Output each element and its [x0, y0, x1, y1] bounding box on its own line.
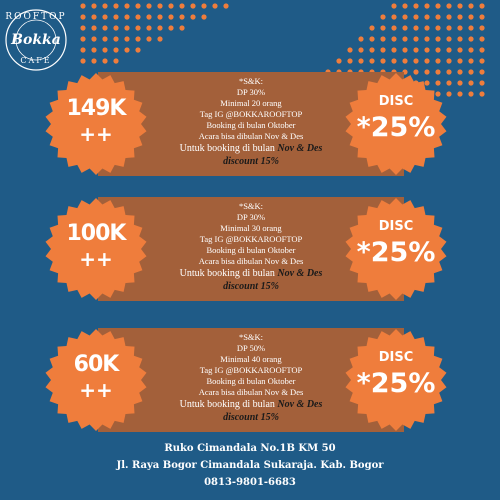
price-badge-1: [44, 72, 148, 176]
decorative-dot: [413, 25, 418, 30]
decorative-dot: [413, 58, 418, 63]
decorative-dot: [413, 14, 418, 19]
decorative-dot: [479, 3, 484, 8]
decorative-dot: [435, 25, 440, 30]
decorative-dot: [457, 47, 462, 52]
logo-cafe-text: CAFE: [20, 56, 52, 65]
terms-instagram-tag: Tag IG @BOKKAROOFTOP: [199, 109, 303, 119]
decorative-dot: [347, 58, 352, 63]
decorative-dot: [424, 3, 429, 8]
decorative-dot: [80, 14, 85, 19]
decorative-dot: [468, 69, 473, 74]
decorative-dot: [146, 3, 151, 8]
decorative-dot: [135, 47, 140, 52]
decorative-dot: [402, 47, 407, 52]
decorative-dot: [135, 14, 140, 19]
decorative-dot: [457, 36, 462, 41]
decorative-dot: [446, 58, 451, 63]
decorative-dot: [91, 25, 96, 30]
decorative-dot: [102, 47, 107, 52]
decorative-dot: [91, 3, 96, 8]
decorative-dot: [468, 47, 473, 52]
price-value: 100K: [66, 221, 126, 246]
decorative-dot: [435, 47, 440, 52]
terms-event-month: Acara bisa dibulan Nov & Des: [198, 131, 304, 141]
decorative-dot: [102, 36, 107, 41]
decorative-dot: [457, 58, 462, 63]
decorative-dot: [380, 36, 385, 41]
disc-value: *25%: [356, 112, 436, 143]
decorative-dot: [157, 25, 162, 30]
decorative-dot: [146, 14, 151, 19]
decorative-dot: [468, 80, 473, 85]
terms-booking-month: Booking di bulan Oktober: [206, 120, 296, 130]
terms-event-month: Acara bisa dibulan Nov & Des: [198, 256, 304, 266]
decorative-dot: [413, 3, 418, 8]
price-badge-3: [44, 328, 148, 432]
terms-dp: DP 30%: [236, 212, 266, 222]
decorative-dot: [91, 47, 96, 52]
decorative-dot: [80, 58, 85, 63]
decorative-dot: [479, 69, 484, 74]
decorative-dot: [113, 25, 118, 30]
address-line-2: Jl. Raya Bogor Cimandala Sukaraja. Kab. Bogor: [116, 460, 384, 471]
disc-label: DISC: [378, 219, 414, 234]
footer-address: [0, 440, 500, 491]
price-value: 149K: [66, 96, 126, 121]
terms-dp: DP 30%: [236, 87, 266, 97]
decorative-dot: [479, 91, 484, 96]
decorative-dot: [479, 25, 484, 30]
decorative-dot: [80, 3, 85, 8]
decorative-dot: [402, 14, 407, 19]
decorative-dot: [80, 47, 85, 52]
decorative-dot: [424, 36, 429, 41]
decorative-dot: [212, 3, 217, 8]
decorative-dot: [113, 3, 118, 8]
discount-badge-3: [344, 328, 448, 432]
decorative-dot: [468, 36, 473, 41]
decorative-dot: [168, 25, 173, 30]
decorative-dot: [179, 14, 184, 19]
decorative-dot: [468, 3, 473, 8]
decorative-dot: [424, 14, 429, 19]
decorative-dot: [457, 91, 462, 96]
decorative-dot: [457, 80, 462, 85]
decorative-dot: [413, 47, 418, 52]
address-line-1: Ruko Cimandala No.1B KM 50: [164, 443, 336, 454]
decorative-dot: [102, 14, 107, 19]
logo-bokka-text: Bokka: [11, 32, 61, 48]
decorative-dot: [135, 25, 140, 30]
decorative-dot: [369, 36, 374, 41]
decorative-dot: [80, 25, 85, 30]
decorative-dot: [424, 25, 429, 30]
phone-number: 0813-9801-6683: [204, 477, 296, 488]
price-value: 60K: [73, 352, 119, 377]
decorative-dot: [402, 3, 407, 8]
decorative-dot: [102, 25, 107, 30]
decorative-dot: [157, 14, 162, 19]
decorative-dot: [468, 25, 473, 30]
decorative-dot: [179, 25, 184, 30]
decorative-dot: [457, 3, 462, 8]
decorative-dot: [102, 58, 107, 63]
decorative-dot: [223, 3, 228, 8]
terms-minimum: Minimal 30 orang: [220, 223, 282, 233]
disc-label: DISC: [378, 94, 414, 109]
decorative-dot: [457, 14, 462, 19]
decorative-dot: [146, 25, 151, 30]
decorative-dot: [146, 36, 151, 41]
booking-months: Nov & Des: [277, 143, 323, 154]
price-suffix: ++: [79, 122, 113, 146]
decorative-dot: [446, 14, 451, 19]
decorative-dot: [347, 47, 352, 52]
decorative-dot: [369, 58, 374, 63]
decorative-dot: [91, 14, 96, 19]
decorative-dot: [479, 36, 484, 41]
decorative-dot: [157, 36, 162, 41]
decorative-dot: [391, 3, 396, 8]
decorative-dot: [369, 25, 374, 30]
decorative-dot: [358, 36, 363, 41]
decorative-dot: [446, 36, 451, 41]
decorative-dot: [124, 3, 129, 8]
terms-instagram-tag: Tag IG @BOKKAROOFTOP: [199, 234, 303, 244]
booking-months: Nov & Des: [277, 268, 323, 279]
terms-discount-note: discount 15%: [223, 412, 279, 423]
booking-prefix: Untuk booking di bulan: [179, 399, 275, 410]
decorative-dot: [380, 25, 385, 30]
decorative-dot: [190, 3, 195, 8]
terms-heading: *S&K:: [238, 332, 264, 342]
decorative-dot: [113, 58, 118, 63]
decorative-dot: [457, 25, 462, 30]
decorative-dot: [468, 91, 473, 96]
decorative-dot: [413, 36, 418, 41]
decorative-dot: [380, 58, 385, 63]
booking-prefix: Untuk booking di bulan: [179, 143, 275, 154]
decorative-dot: [457, 69, 462, 74]
decorative-dot: [179, 3, 184, 8]
disc-value: *25%: [356, 237, 436, 268]
terms-minimum: Minimal 20 orang: [220, 98, 282, 108]
terms-event-month: Acara bisa dibulan Nov & Des: [198, 387, 304, 397]
terms-instagram-tag: Tag IG @BOKKAROOFTOP: [199, 365, 303, 375]
decorative-dot: [468, 58, 473, 63]
terms-heading: *S&K:: [238, 76, 264, 86]
decorative-dot: [446, 3, 451, 8]
decorative-dot: [424, 47, 429, 52]
terms-booking-month: Booking di bulan Oktober: [206, 376, 296, 386]
price-badge-2: [44, 197, 148, 301]
decorative-dot: [113, 14, 118, 19]
decorative-dot: [402, 36, 407, 41]
decorative-dot: [336, 58, 341, 63]
decorative-dot: [479, 14, 484, 19]
price-suffix: ++: [79, 247, 113, 271]
decorative-dot: [201, 3, 206, 8]
decorative-dot: [391, 36, 396, 41]
disc-value: *25%: [356, 368, 436, 399]
decorative-dot: [402, 25, 407, 30]
discount-badge-1: [344, 72, 448, 176]
decorative-dot: [391, 14, 396, 19]
decorative-dot: [135, 36, 140, 41]
decorative-dot: [157, 3, 162, 8]
decorative-dot: [446, 25, 451, 30]
decorative-dot: [479, 47, 484, 52]
decorative-dot: [113, 47, 118, 52]
decorative-dot: [124, 14, 129, 19]
decorative-dot: [468, 14, 473, 19]
terms-minimum: Minimal 40 orang: [220, 354, 282, 364]
decorative-dot: [391, 25, 396, 30]
decorative-dot: [102, 3, 107, 8]
bokka-rooftop-logo: [2, 6, 70, 74]
decorative-dot: [168, 14, 173, 19]
decorative-dot: [435, 14, 440, 19]
terms-discount-note: discount 15%: [223, 156, 279, 167]
decorative-dot: [168, 3, 173, 8]
decorative-dot: [91, 58, 96, 63]
decorative-dot: [446, 47, 451, 52]
decorative-dot: [402, 58, 407, 63]
decorative-dot: [435, 58, 440, 63]
price-suffix: ++: [79, 378, 113, 402]
decorative-dot: [391, 58, 396, 63]
decorative-dot: [135, 3, 140, 8]
decorative-dot: [435, 3, 440, 8]
decorative-dot: [358, 58, 363, 63]
disc-label: DISC: [378, 350, 414, 365]
decorative-dot: [369, 47, 374, 52]
terms-dp: DP 50%: [236, 343, 266, 353]
decorative-dot: [391, 47, 396, 52]
decorative-dot: [358, 47, 363, 52]
decorative-dot: [380, 14, 385, 19]
terms-discount-note: discount 15%: [223, 281, 279, 292]
decorative-dot: [435, 36, 440, 41]
decorative-dot: [380, 47, 385, 52]
decorative-dot: [80, 36, 85, 41]
decorative-dot: [91, 36, 96, 41]
decorative-dot: [113, 36, 118, 41]
logo-rooftop-text: ROOFTOP: [5, 12, 67, 22]
decorative-dot: [124, 47, 129, 52]
decorative-dot: [424, 58, 429, 63]
booking-prefix: Untuk booking di bulan: [179, 268, 275, 279]
decorative-dot: [124, 25, 129, 30]
decorative-dot: [479, 58, 484, 63]
decorative-dot: [479, 80, 484, 85]
terms-booking-month: Booking di bulan Oktober: [206, 245, 296, 255]
decorative-dot: [201, 14, 206, 19]
terms-heading: *S&K:: [238, 201, 264, 211]
decorative-dot: [124, 36, 129, 41]
discount-badge-2: [344, 197, 448, 301]
decorative-dot: [190, 14, 195, 19]
booking-months: Nov & Des: [277, 399, 323, 410]
